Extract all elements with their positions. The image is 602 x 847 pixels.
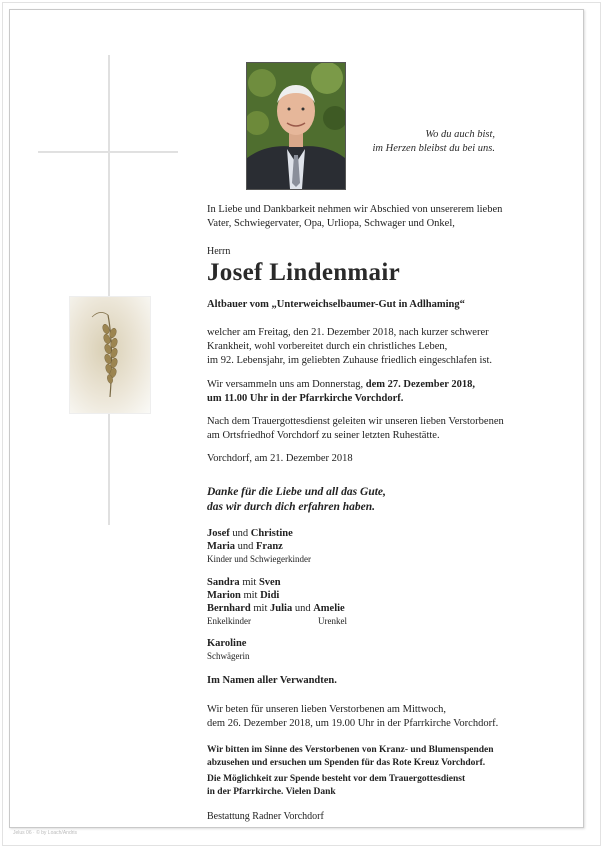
relatives-line: Im Namen aller Verwandten. <box>207 675 337 686</box>
thanks-line-2: das wir durch dich erfahren haben. <box>207 501 376 513</box>
death-line-2: Krankheit, wohl vorbereitet durch ein christliches Leben, <box>207 341 448 352</box>
grandchild-partner-name: Julia <box>270 603 293 614</box>
great-grandchild-name: Amelie <box>313 603 345 614</box>
cross-horizontal-beam <box>38 151 178 153</box>
intro-line-1: In Liebe und Dankbarkeit nehmen wir Abschied von unsererem lieben <box>207 204 503 215</box>
gathering-line-1 <box>207 378 475 392</box>
grandchildren-role: Enkelkinder <box>207 616 251 626</box>
donation-line-1: Die Möglichkeit zur Spende besteht vor dem Trauergottesdienst <box>207 774 466 784</box>
connector: und <box>229 528 251 539</box>
place-date: Vorchdorf, am 21. Dezember 2018 <box>207 453 353 464</box>
request-line-1: Wir bitten im Sinne des Verstorbenen von Kranz- und Blumenspenden <box>207 745 494 755</box>
children-line-2 <box>207 540 283 554</box>
salutation: Herrn <box>207 246 231 257</box>
prayer-line-2: dem 26. Dezember 2018, um 19.00 Uhr in der Pfarrkirche Vorchdorf. <box>207 718 499 729</box>
request-line-2: abzusehen und ersuchen um Spenden für das Rote Kreuz Vorchdorf. <box>207 758 486 768</box>
gathering-line-2: um 11.00 Uhr in der Pfarrkirche Vorchdorf. <box>207 393 404 404</box>
sister-in-law-name: Karoline <box>207 638 247 649</box>
burial-line-2: am Ortsfriedhof Vorchdorf zu seiner letzten Ruhestätte. <box>207 430 440 441</box>
thanks-line-1: Danke für die Liebe und all das Gute, <box>207 486 386 498</box>
death-line-1: welcher am Freitag, den 21. Dezember 2018, nach kurzer schwerer <box>207 327 489 338</box>
gathering-date: dem 27. Dezember 2018, <box>365 379 475 390</box>
footer-credit: Jelus 06 · © by Loach/Andris <box>13 830 77 836</box>
child-name: Josef <box>207 528 230 539</box>
prayer-line-1: Wir beten für unseren lieben Verstorbenen am Mittwoch, <box>207 704 447 715</box>
deceased-name: Josef Lindenmair <box>207 259 400 286</box>
donation-line-2: in der Pfarrkirche. Vielen Dank <box>207 787 336 797</box>
grandchildren-line-1 <box>207 576 281 590</box>
great-grandchildren-role: Urenkel <box>318 616 347 626</box>
burial-line-1: Nach dem Trauergottesdienst geleiten wir unseren lieben Verstorbenen <box>207 416 504 427</box>
children-line-1 <box>207 527 293 541</box>
sister-in-law-role: Schwägerin <box>207 651 250 661</box>
child-partner-name: Christine <box>250 528 293 539</box>
grandchildren-line-2 <box>207 589 279 603</box>
connector: mit <box>239 577 259 588</box>
gathering-prefix: Wir versammeln uns am Donnerstag, <box>207 379 366 390</box>
child-partner-name: Franz <box>256 541 283 552</box>
undertaker: Bestattung Radner Vorchdorf <box>207 811 324 822</box>
death-line-3: im 92. Lebensjahr, im geliebten Zuhause friedlich eingeschlafen ist. <box>207 355 493 366</box>
child-name: Maria <box>207 541 235 552</box>
grandchild-name: Sandra <box>207 577 240 588</box>
grandchild-partner-name: Sven <box>258 577 281 588</box>
connector: mit <box>250 603 271 614</box>
grandchild-name: Bernhard <box>207 603 251 614</box>
memorial-quote <box>355 128 495 156</box>
connector: und <box>292 603 314 614</box>
portrait-photo <box>246 62 346 190</box>
quote-line-2: im Herzen bleibst du bei uns. <box>372 143 495 154</box>
children-role: Kinder und Schwiegerkinder <box>207 554 311 564</box>
connector: und <box>235 541 256 552</box>
intro-line-2: Vater, Schwiegervater, Opa, Urliopa, Schwager und Onkel, <box>207 218 455 229</box>
grandchildren-line-3 <box>207 602 345 616</box>
wheat-ear-image <box>69 296 151 414</box>
grandchild-name: Marion <box>207 590 241 601</box>
grandchild-partner-name: Didi <box>260 590 280 601</box>
quote-line-1: Wo du auch bist, <box>425 129 495 140</box>
connector: mit <box>240 590 261 601</box>
deceased-title: Altbauer vom „Unterweichselbaumer-Gut in Adlhaming“ <box>207 299 465 310</box>
cross-vertical-beam <box>108 55 110 525</box>
